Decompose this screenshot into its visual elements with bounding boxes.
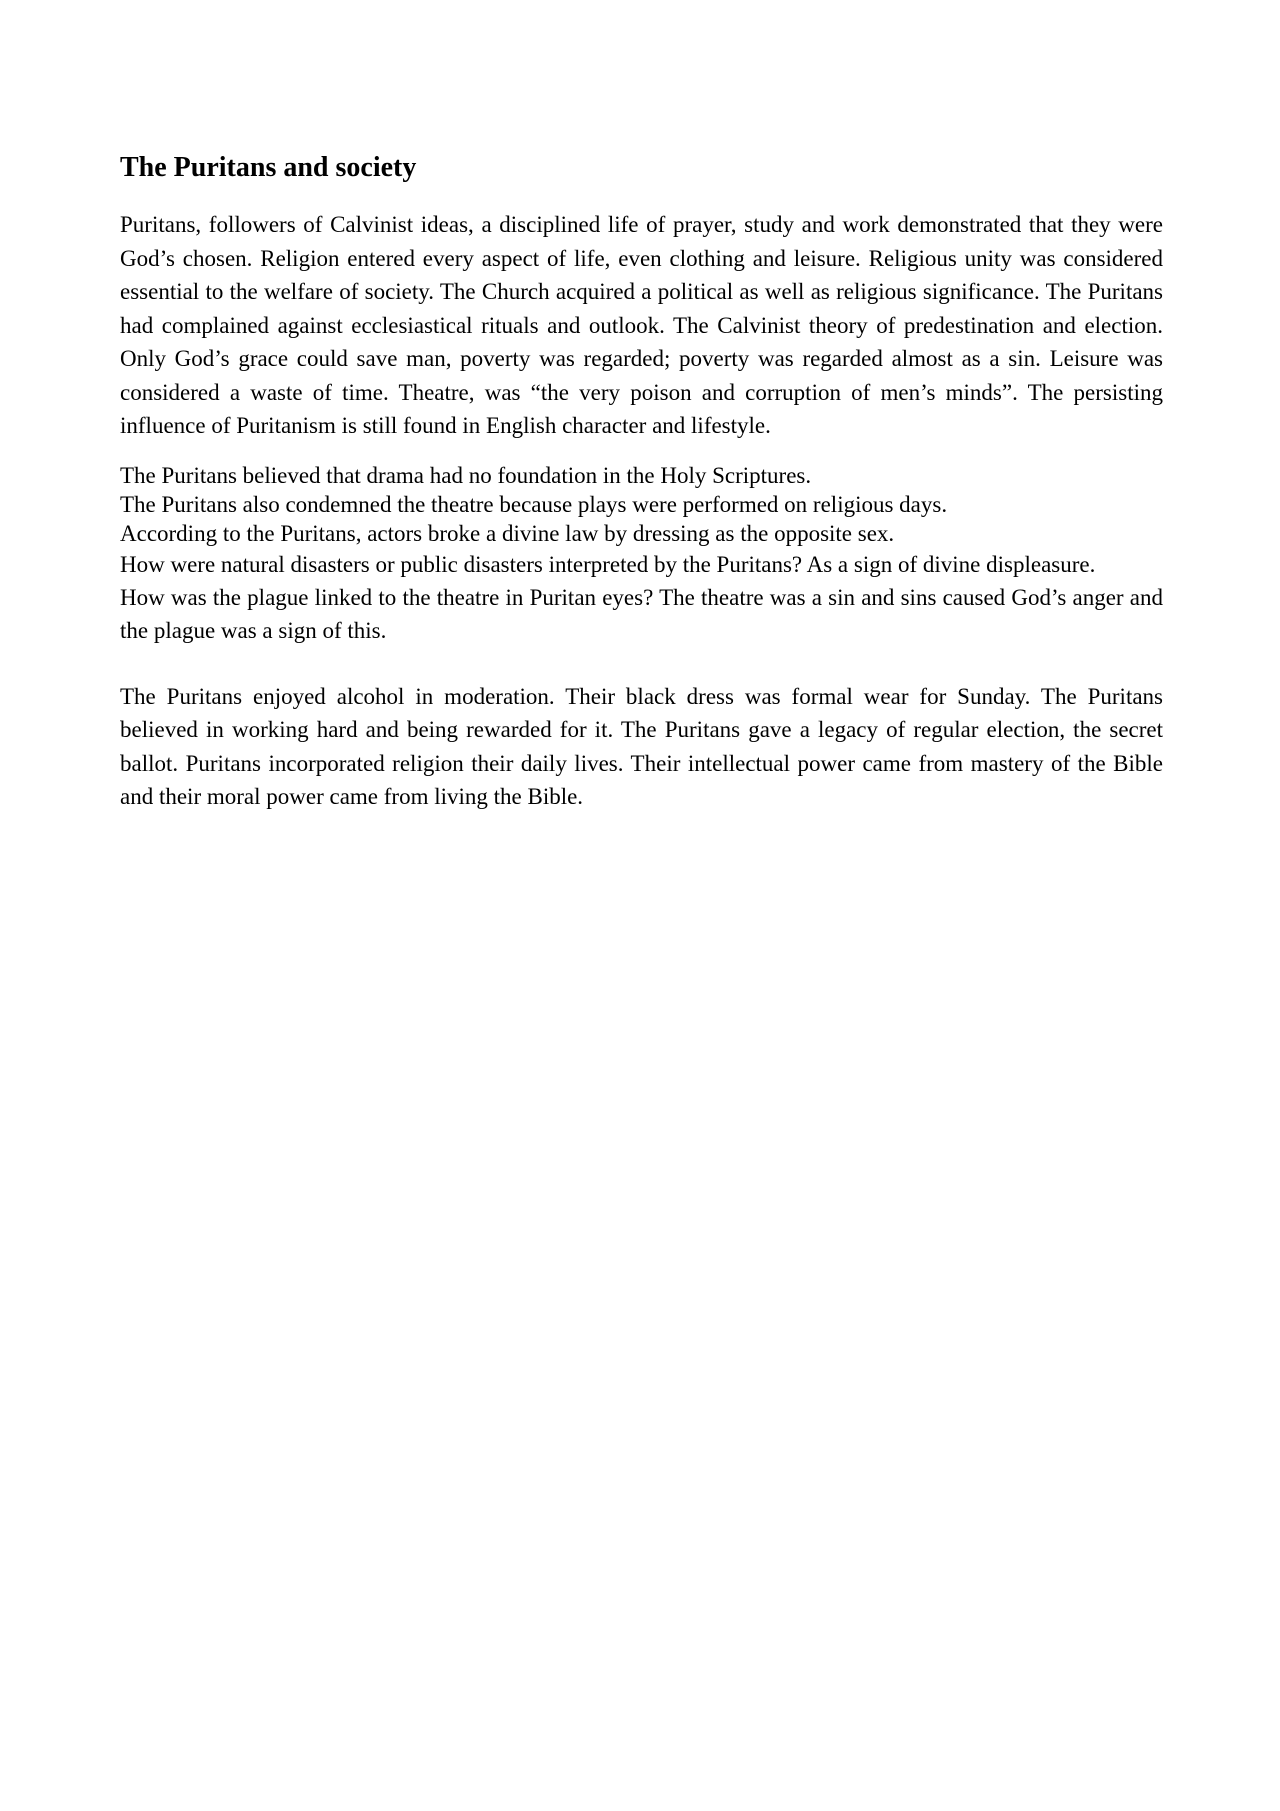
statement-plague: How was the plague linked to the theatre in Puritan eyes? The theatre was a sin and sins caused God’s anger and the plague was a sign of this.: [120, 584, 1163, 643]
statement-religious-days: The Puritans also condemned the theatre because plays were performed on religious days.: [120, 491, 948, 517]
document-page: [120, 150, 1163, 814]
statement-opposite-sex: According to the Puritans, actors broke a divine law by dressing as the opposite sex.: [120, 520, 895, 546]
document-title: The Puritans and society: [120, 152, 417, 183]
paragraph-spacer: [120, 647, 1163, 680]
paragraph-puritan-society: Puritans, followers of Calvinist ideas, a disciplined life of prayer, study and work demonstrated that they were God’s chosen. Religion entered every aspect of life, even clothing and leisure. Religious unity was considered essential to the welfare of society. The Church acquired a political as well as religious significance. The Puritans had complained against ecclesiastical rituals and outlook. The Calvinist theory of predestination and election. Only God’s grace could save man, poverty was regarded; poverty was regarded almost as a sin. Leisure was considered a waste of time. Theatre, was “the very poison and corruption of men’s minds”. The persisting influence of Puritanism is still found in English character and lifestyle.: [120, 212, 1163, 438]
paragraph-puritan-lifestyle: The Puritans enjoyed alcohol in moderation. Their black dress was formal wear for Sunday. The Puritans believed in working hard and being rewarded for it. The Puritans gave a legacy of regular election, the secret ballot. Puritans incorporated religion their daily lives. Their intellectual power came from mastery of the Bible and their moral power came from living the Bible.: [120, 683, 1163, 809]
statement-disasters: How were natural disasters or public disasters interpreted by the Puritans? As a sign of divine displeasure.: [120, 551, 1096, 577]
statements-list: [120, 461, 1163, 647]
statement-drama-scriptures: The Puritans believed that drama had no foundation in the Holy Scriptures.: [120, 462, 812, 488]
